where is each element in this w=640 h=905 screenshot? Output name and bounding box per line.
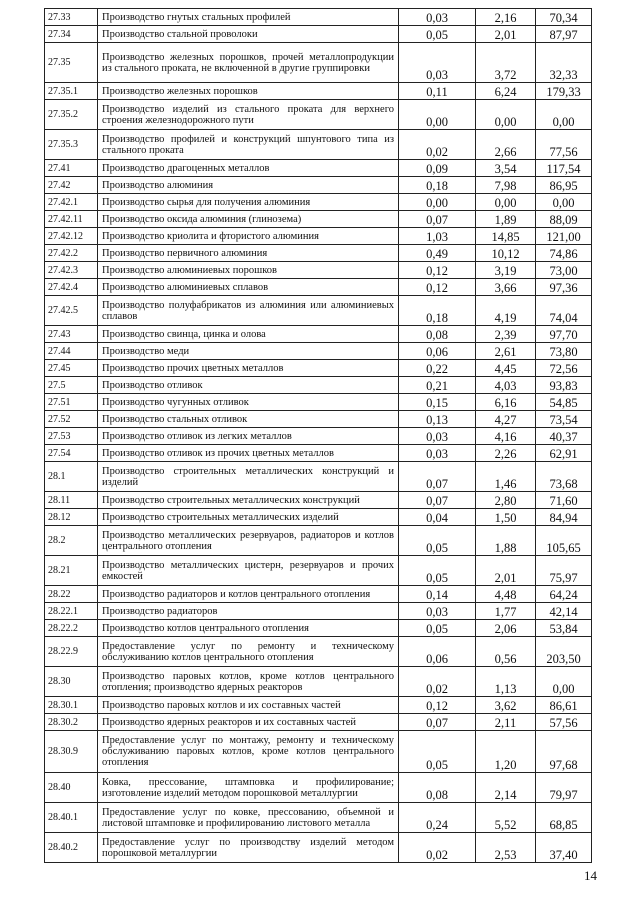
row-value-3: 73,68 bbox=[536, 462, 592, 492]
row-code: 28.40.1 bbox=[45, 803, 98, 833]
row-value-2: 6,24 bbox=[476, 83, 536, 100]
row-value-3: 75,97 bbox=[536, 556, 592, 586]
table-row bbox=[45, 43, 592, 83]
row-name: Производство свинца, цинка и олова bbox=[98, 326, 399, 343]
row-name: Производство стальных отливок bbox=[98, 411, 399, 428]
row-name: Производство железных порошков, прочей металлопродукции из стального проката, не включенной в другие группировки bbox=[98, 43, 399, 83]
table-row bbox=[45, 130, 592, 160]
row-value-3: 0,00 bbox=[536, 194, 592, 211]
table-row bbox=[45, 326, 592, 343]
row-value-1: 0,21 bbox=[399, 377, 476, 394]
row-value-3: 84,94 bbox=[536, 509, 592, 526]
row-value-2: 4,27 bbox=[476, 411, 536, 428]
row-value-3: 37,40 bbox=[536, 833, 592, 863]
page-number: 14 bbox=[584, 868, 597, 883]
row-value-3: 72,56 bbox=[536, 360, 592, 377]
table-row bbox=[45, 26, 592, 43]
row-value-2: 1,89 bbox=[476, 211, 536, 228]
row-code: 27.41 bbox=[45, 160, 98, 177]
row-name: Производство стальной проволоки bbox=[98, 26, 399, 43]
row-value-3: 70,34 bbox=[536, 9, 592, 26]
row-value-3: 105,65 bbox=[536, 526, 592, 556]
table-row bbox=[45, 394, 592, 411]
row-value-3: 73,00 bbox=[536, 262, 592, 279]
row-value-1: 0,05 bbox=[399, 526, 476, 556]
row-value-3: 121,00 bbox=[536, 228, 592, 245]
table-row bbox=[45, 586, 592, 603]
row-value-1: 0,00 bbox=[399, 100, 476, 130]
row-value-1: 0,08 bbox=[399, 326, 476, 343]
row-code: 27.42.5 bbox=[45, 296, 98, 326]
row-code: 27.42 bbox=[45, 177, 98, 194]
row-value-2: 1,13 bbox=[476, 667, 536, 697]
row-value-1: 0,03 bbox=[399, 445, 476, 462]
row-name: Производство первичного алюминия bbox=[98, 245, 399, 262]
row-value-1: 0,12 bbox=[399, 697, 476, 714]
table-row bbox=[45, 731, 592, 773]
row-code: 27.42.12 bbox=[45, 228, 98, 245]
table-row bbox=[45, 160, 592, 177]
table-row bbox=[45, 9, 592, 26]
row-name: Производство металлических резервуаров, радиаторов и котлов центрального отопления bbox=[98, 526, 399, 556]
row-value-1: 0,05 bbox=[399, 731, 476, 773]
table-row bbox=[45, 492, 592, 509]
row-name: Производство отливок из легких металлов bbox=[98, 428, 399, 445]
row-code: 28.22.2 bbox=[45, 620, 98, 637]
row-value-1: 0,24 bbox=[399, 803, 476, 833]
row-value-3: 86,61 bbox=[536, 697, 592, 714]
row-value-2: 1,88 bbox=[476, 526, 536, 556]
row-value-3: 97,68 bbox=[536, 731, 592, 773]
row-value-3: 32,33 bbox=[536, 43, 592, 83]
row-value-3: 97,70 bbox=[536, 326, 592, 343]
row-name: Производство криолита и фтористого алюминия bbox=[98, 228, 399, 245]
row-value-3: 179,33 bbox=[536, 83, 592, 100]
row-code: 27.52 bbox=[45, 411, 98, 428]
row-value-1: 0,14 bbox=[399, 586, 476, 603]
row-name: Предоставление услуг по ковке, прессованию, объемной и листовой штамповке и профилированию листового металла bbox=[98, 803, 399, 833]
table-row bbox=[45, 526, 592, 556]
row-value-1: 0,03 bbox=[399, 43, 476, 83]
table-row bbox=[45, 296, 592, 326]
row-name: Производство гнутых стальных профилей bbox=[98, 9, 399, 26]
row-value-1: 0,18 bbox=[399, 296, 476, 326]
row-name: Предоставление услуг по производству изделий методом порошковой металлургии bbox=[98, 833, 399, 863]
row-value-3: 53,84 bbox=[536, 620, 592, 637]
table-row bbox=[45, 194, 592, 211]
row-value-2: 6,16 bbox=[476, 394, 536, 411]
row-value-3: 54,85 bbox=[536, 394, 592, 411]
row-value-3: 97,36 bbox=[536, 279, 592, 296]
row-value-3: 93,83 bbox=[536, 377, 592, 394]
row-name: Производство паровых котлов и их составных частей bbox=[98, 697, 399, 714]
row-value-2: 3,66 bbox=[476, 279, 536, 296]
row-value-2: 7,98 bbox=[476, 177, 536, 194]
row-code: 27.5 bbox=[45, 377, 98, 394]
row-code: 27.43 bbox=[45, 326, 98, 343]
row-code: 27.35 bbox=[45, 43, 98, 83]
row-value-3: 87,97 bbox=[536, 26, 592, 43]
row-code: 27.42.11 bbox=[45, 211, 98, 228]
row-value-3: 62,91 bbox=[536, 445, 592, 462]
table-row bbox=[45, 83, 592, 100]
table-row bbox=[45, 262, 592, 279]
row-name: Производство меди bbox=[98, 343, 399, 360]
row-value-2: 2,11 bbox=[476, 714, 536, 731]
row-value-1: 0,12 bbox=[399, 262, 476, 279]
row-code: 27.35.1 bbox=[45, 83, 98, 100]
row-value-3: 73,80 bbox=[536, 343, 592, 360]
row-code: 28.22 bbox=[45, 586, 98, 603]
row-code: 28.21 bbox=[45, 556, 98, 586]
row-name: Производство изделий из стального проката для верхнего строения железнодорожного пути bbox=[98, 100, 399, 130]
table-row bbox=[45, 377, 592, 394]
table-row bbox=[45, 773, 592, 803]
row-value-2: 3,54 bbox=[476, 160, 536, 177]
row-value-2: 3,72 bbox=[476, 43, 536, 83]
row-value-3: 74,86 bbox=[536, 245, 592, 262]
row-value-1: 0,07 bbox=[399, 714, 476, 731]
row-value-3: 86,95 bbox=[536, 177, 592, 194]
row-value-2: 2,80 bbox=[476, 492, 536, 509]
row-value-2: 2,01 bbox=[476, 556, 536, 586]
table-row bbox=[45, 279, 592, 296]
table-row bbox=[45, 603, 592, 620]
table-row bbox=[45, 462, 592, 492]
row-code: 28.1 bbox=[45, 462, 98, 492]
row-name: Производство отливок bbox=[98, 377, 399, 394]
row-value-3: 40,37 bbox=[536, 428, 592, 445]
row-value-2: 10,12 bbox=[476, 245, 536, 262]
row-value-2: 1,77 bbox=[476, 603, 536, 620]
row-name: Производство строительных металлических конструкций bbox=[98, 492, 399, 509]
row-value-1: 0,06 bbox=[399, 343, 476, 360]
row-code: 28.40.2 bbox=[45, 833, 98, 863]
row-value-1: 0,15 bbox=[399, 394, 476, 411]
table-row bbox=[45, 100, 592, 130]
row-value-1: 0,02 bbox=[399, 667, 476, 697]
row-name: Производство прочих цветных металлов bbox=[98, 360, 399, 377]
table-row bbox=[45, 556, 592, 586]
row-value-1: 0,00 bbox=[399, 194, 476, 211]
row-name: Производство алюминиевых порошков bbox=[98, 262, 399, 279]
row-value-1: 0,13 bbox=[399, 411, 476, 428]
row-value-1: 0,12 bbox=[399, 279, 476, 296]
row-value-2: 2,66 bbox=[476, 130, 536, 160]
row-code: 27.42.3 bbox=[45, 262, 98, 279]
row-name: Производство радиаторов bbox=[98, 603, 399, 620]
row-name: Производство отливок из прочих цветных металлов bbox=[98, 445, 399, 462]
row-name: Производство драгоценных металлов bbox=[98, 160, 399, 177]
table-row bbox=[45, 667, 592, 697]
row-value-1: 0,22 bbox=[399, 360, 476, 377]
row-value-3: 64,24 bbox=[536, 586, 592, 603]
row-code: 28.22.1 bbox=[45, 603, 98, 620]
row-value-1: 0,49 bbox=[399, 245, 476, 262]
row-name: Предоставление услуг по ремонту и техническому обслуживанию котлов центрального отопления bbox=[98, 637, 399, 667]
table-row bbox=[45, 697, 592, 714]
row-value-1: 1,03 bbox=[399, 228, 476, 245]
table-row bbox=[45, 211, 592, 228]
row-name: Производство радиаторов и котлов центрального отопления bbox=[98, 586, 399, 603]
row-value-1: 0,04 bbox=[399, 509, 476, 526]
row-value-3: 57,56 bbox=[536, 714, 592, 731]
row-code: 27.54 bbox=[45, 445, 98, 462]
table-row bbox=[45, 620, 592, 637]
row-value-1: 0,05 bbox=[399, 620, 476, 637]
table-row bbox=[45, 411, 592, 428]
row-code: 28.2 bbox=[45, 526, 98, 556]
table-row bbox=[45, 833, 592, 863]
row-value-2: 0,56 bbox=[476, 637, 536, 667]
row-value-2: 2,39 bbox=[476, 326, 536, 343]
row-name: Производство полуфабрикатов из алюминия или алюминиевых сплавов bbox=[98, 296, 399, 326]
row-name: Производство строительных металлических конструкций и изделий bbox=[98, 462, 399, 492]
row-code: 28.30.2 bbox=[45, 714, 98, 731]
row-value-3: 77,56 bbox=[536, 130, 592, 160]
row-value-3: 79,97 bbox=[536, 773, 592, 803]
row-value-2: 0,00 bbox=[476, 194, 536, 211]
row-code: 28.22.9 bbox=[45, 637, 98, 667]
row-name: Производство железных порошков bbox=[98, 83, 399, 100]
row-value-3: 74,04 bbox=[536, 296, 592, 326]
row-value-1: 0,11 bbox=[399, 83, 476, 100]
row-value-1: 0,02 bbox=[399, 130, 476, 160]
table-row bbox=[45, 637, 592, 667]
row-value-1: 0,07 bbox=[399, 492, 476, 509]
row-code: 27.51 bbox=[45, 394, 98, 411]
table-row bbox=[45, 360, 592, 377]
table-row bbox=[45, 428, 592, 445]
row-code: 28.30.1 bbox=[45, 697, 98, 714]
industry-table bbox=[44, 8, 592, 863]
table-row bbox=[45, 245, 592, 262]
row-name: Производство строительных металлических изделий bbox=[98, 509, 399, 526]
row-value-2: 3,62 bbox=[476, 697, 536, 714]
row-value-2: 0,00 bbox=[476, 100, 536, 130]
row-name: Производство сырья для получения алюминия bbox=[98, 194, 399, 211]
row-value-3: 42,14 bbox=[536, 603, 592, 620]
row-code: 27.42.2 bbox=[45, 245, 98, 262]
row-code: 27.34 bbox=[45, 26, 98, 43]
row-value-1: 0,05 bbox=[399, 26, 476, 43]
row-name: Производство ядерных реакторов и их составных частей bbox=[98, 714, 399, 731]
row-value-1: 0,09 bbox=[399, 160, 476, 177]
row-value-2: 4,48 bbox=[476, 586, 536, 603]
row-code: 28.40 bbox=[45, 773, 98, 803]
table-row bbox=[45, 343, 592, 360]
table-row bbox=[45, 714, 592, 731]
table-body bbox=[45, 9, 592, 863]
row-value-1: 0,02 bbox=[399, 833, 476, 863]
row-value-2: 5,52 bbox=[476, 803, 536, 833]
row-value-2: 14,85 bbox=[476, 228, 536, 245]
row-code: 28.30.9 bbox=[45, 731, 98, 773]
table-row bbox=[45, 228, 592, 245]
row-name: Производство профилей и конструкций шпунтового типа из стального проката bbox=[98, 130, 399, 160]
table-row bbox=[45, 803, 592, 833]
row-value-2: 2,61 bbox=[476, 343, 536, 360]
table-row bbox=[45, 445, 592, 462]
row-value-2: 2,06 bbox=[476, 620, 536, 637]
row-value-2: 2,26 bbox=[476, 445, 536, 462]
row-code: 28.30 bbox=[45, 667, 98, 697]
row-value-1: 0,07 bbox=[399, 211, 476, 228]
row-code: 28.11 bbox=[45, 492, 98, 509]
row-value-2: 4,45 bbox=[476, 360, 536, 377]
row-name: Производство котлов центрального отопления bbox=[98, 620, 399, 637]
row-name: Производство металлических цистерн, резервуаров и прочих емкостей bbox=[98, 556, 399, 586]
row-value-3: 73,54 bbox=[536, 411, 592, 428]
row-value-2: 1,50 bbox=[476, 509, 536, 526]
row-value-1: 0,08 bbox=[399, 773, 476, 803]
row-value-2: 2,01 bbox=[476, 26, 536, 43]
row-name: Производство алюминия bbox=[98, 177, 399, 194]
row-value-2: 4,19 bbox=[476, 296, 536, 326]
row-value-1: 0,05 bbox=[399, 556, 476, 586]
row-name: Ковка, прессование, штамповка и профилирование; изготовление изделий методом порошковой металлургии bbox=[98, 773, 399, 803]
row-value-1: 0,03 bbox=[399, 603, 476, 620]
row-value-1: 0,03 bbox=[399, 9, 476, 26]
row-value-2: 1,20 bbox=[476, 731, 536, 773]
row-code: 28.12 bbox=[45, 509, 98, 526]
row-name: Производство алюминиевых сплавов bbox=[98, 279, 399, 296]
row-value-3: 0,00 bbox=[536, 100, 592, 130]
row-code: 27.53 bbox=[45, 428, 98, 445]
row-value-1: 0,03 bbox=[399, 428, 476, 445]
row-value-2: 2,14 bbox=[476, 773, 536, 803]
row-value-2: 2,53 bbox=[476, 833, 536, 863]
row-value-3: 71,60 bbox=[536, 492, 592, 509]
row-code: 27.42.1 bbox=[45, 194, 98, 211]
row-name: Производство чугунных отливок bbox=[98, 394, 399, 411]
row-code: 27.33 bbox=[45, 9, 98, 26]
table-row bbox=[45, 509, 592, 526]
row-name: Производство оксида алюминия (глинозема) bbox=[98, 211, 399, 228]
row-name: Производство паровых котлов, кроме котлов центрального отопления; производство ядерных реакторов bbox=[98, 667, 399, 697]
row-value-1: 0,18 bbox=[399, 177, 476, 194]
row-value-2: 3,19 bbox=[476, 262, 536, 279]
row-value-2: 4,03 bbox=[476, 377, 536, 394]
row-code: 27.35.2 bbox=[45, 100, 98, 130]
row-value-1: 0,07 bbox=[399, 462, 476, 492]
row-code: 27.42.4 bbox=[45, 279, 98, 296]
row-code: 27.44 bbox=[45, 343, 98, 360]
row-value-2: 4,16 bbox=[476, 428, 536, 445]
row-value-3: 68,85 bbox=[536, 803, 592, 833]
row-value-2: 1,46 bbox=[476, 462, 536, 492]
row-value-3: 203,50 bbox=[536, 637, 592, 667]
table-row bbox=[45, 177, 592, 194]
row-value-3: 88,09 bbox=[536, 211, 592, 228]
row-value-3: 0,00 bbox=[536, 667, 592, 697]
row-code: 27.45 bbox=[45, 360, 98, 377]
row-name: Предоставление услуг по монтажу, ремонту и техническому обслуживанию паровых котлов, кроме котлов центрального отопления bbox=[98, 731, 399, 773]
row-value-1: 0,06 bbox=[399, 637, 476, 667]
row-value-3: 117,54 bbox=[536, 160, 592, 177]
row-value-2: 2,16 bbox=[476, 9, 536, 26]
row-code: 27.35.3 bbox=[45, 130, 98, 160]
